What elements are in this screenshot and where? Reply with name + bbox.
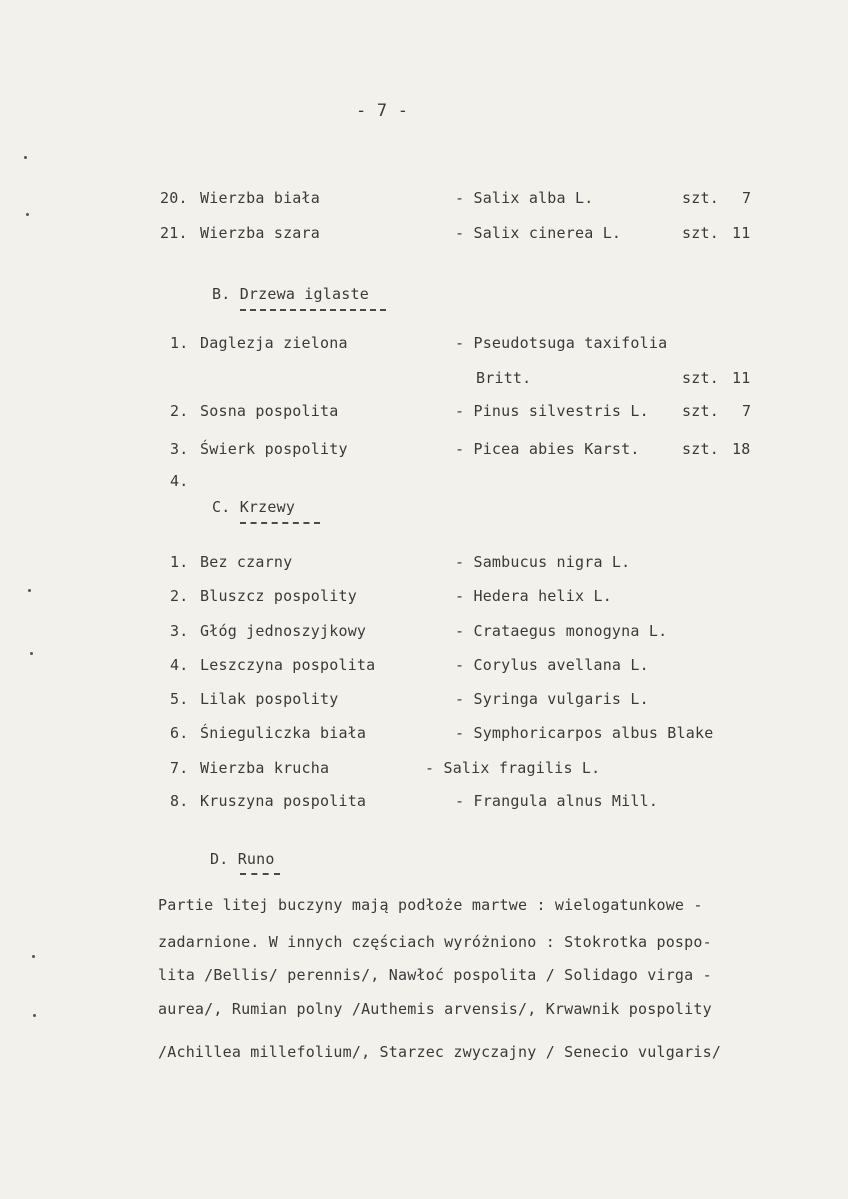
list-item-latin: - Salix cinerea L. (455, 224, 622, 242)
list-item-num: 4. (170, 472, 189, 490)
list-item-latin: - Pinus silvestris L. (455, 402, 649, 420)
heading-underline (240, 309, 386, 311)
list-item-num: 20. (160, 189, 188, 207)
list-item-count: 11 (732, 369, 751, 387)
list-item-polish: Sosna pospolita (200, 402, 339, 420)
list-item-unit: szt. (682, 224, 719, 242)
scan-speck (24, 156, 27, 159)
list-item-num: 3. (170, 622, 189, 640)
list-item-polish: Śnieguliczka biała (200, 724, 367, 742)
list-item-latin: - Crataegus monogyna L. (455, 622, 668, 640)
scan-speck (30, 652, 33, 655)
list-item-latin: - Salix alba L. (455, 189, 594, 207)
list-item-polish: Wierzba biała (200, 189, 320, 207)
list-item-count: 18 (732, 440, 751, 458)
scan-speck (26, 213, 29, 216)
list-item-latin: - Sambucus nigra L. (455, 553, 631, 571)
list-item-latin: - Syringa vulgaris L. (455, 690, 649, 708)
section-heading: D. Runo (210, 850, 275, 868)
list-item-num: 2. (170, 587, 189, 605)
list-item-unit: szt. (682, 440, 719, 458)
list-item-polish: Głóg jednoszyjkowy (200, 622, 367, 640)
list-item-polish: Wierzba szara (200, 224, 320, 242)
list-item-latin: - Picea abies Karst. (455, 440, 640, 458)
list-item-polish: Daglezja zielona (200, 334, 348, 352)
list-item-count: 7 (742, 402, 752, 420)
scan-speck (32, 955, 35, 958)
heading-underline (240, 873, 280, 875)
scan-speck (33, 1014, 36, 1017)
list-item-unit: szt. (682, 189, 719, 207)
list-item-num: 2. (170, 402, 189, 420)
list-item-polish: Leszczyna pospolita (200, 656, 376, 674)
list-item-polish: Kruszyna pospolita (200, 792, 367, 810)
list-item-latin: - Pseudotsuga taxifolia (455, 334, 668, 352)
paragraph-line: /Achillea millefolium/, Starzec zwyczajny / Senecio vulgaris/ (158, 1043, 722, 1061)
list-item-num: 4. (170, 656, 189, 674)
list-item-num: 6. (170, 724, 189, 742)
list-item-latin-cont: Britt. (476, 369, 532, 387)
list-item-polish: Świerk pospolity (200, 440, 348, 458)
list-item-count: 11 (732, 224, 751, 242)
list-item-polish: Wierzba krucha (200, 759, 330, 777)
scan-speck (28, 589, 31, 592)
section-heading: C. Krzewy (212, 498, 296, 516)
list-item-num: 7. (170, 759, 189, 777)
list-item-polish: Bez czarny (200, 553, 293, 571)
list-item-latin: - Salix fragilis L. (425, 759, 601, 777)
heading-underline (240, 522, 320, 524)
list-item-num: 1. (170, 334, 189, 352)
list-item-latin: - Frangula alnus Mill. (455, 792, 659, 810)
paragraph-line: aurea/, Rumian polny /Authemis arvensis/, Krwawnik pospolity (158, 1000, 712, 1018)
paragraph-line: Partie litej buczyny mają podłoże martwe : wielogatunkowe - (158, 896, 703, 914)
list-item-num: 21. (160, 224, 188, 242)
list-item-latin: - Symphoricarpos albus Blake (455, 724, 714, 742)
list-item-num: 3. (170, 440, 189, 458)
paragraph-line: zadarnione. W innych częściach wyróżniono : Stokrotka pospo- (158, 933, 712, 951)
paragraph-line: lita /Bellis/ perennis/, Nawłoć pospolita / Solidago virga - (158, 966, 712, 984)
section-heading: B. Drzewa iglaste (212, 285, 369, 303)
list-item-polish: Bluszcz pospolity (200, 587, 357, 605)
list-item-num: 5. (170, 690, 189, 708)
list-item-polish: Lilak pospolity (200, 690, 339, 708)
list-item-count: 7 (742, 189, 752, 207)
list-item-num: 1. (170, 553, 189, 571)
list-item-unit: szt. (682, 369, 719, 387)
list-item-unit: szt. (682, 402, 719, 420)
page-number: - 7 - (356, 101, 409, 121)
list-item-latin: - Hedera helix L. (455, 587, 612, 605)
list-item-latin: - Corylus avellana L. (455, 656, 649, 674)
list-item-num: 8. (170, 792, 189, 810)
